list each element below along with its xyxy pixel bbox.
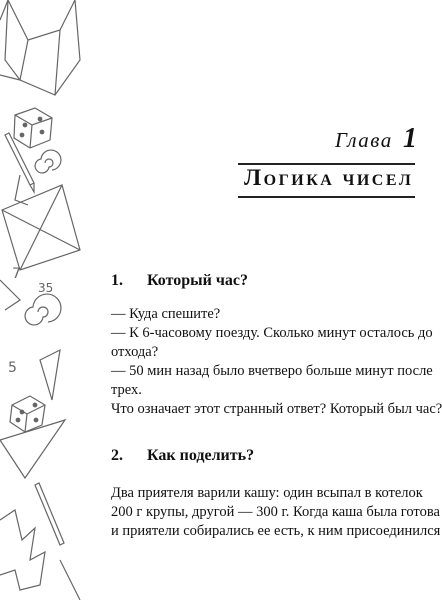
chapter-title: Логика чисел xyxy=(244,165,414,190)
paragraph-line: отхода? xyxy=(111,344,159,360)
section-number: 2. xyxy=(111,447,123,464)
chapter-label: Глава xyxy=(335,128,393,152)
svg-text:35: 35 xyxy=(38,281,54,295)
paragraph-line: — Куда спешите? xyxy=(111,306,221,322)
margin-doodle-illustration xyxy=(0,0,95,600)
zigzag-icon xyxy=(0,510,45,590)
triangle-icon xyxy=(2,175,80,270)
paragraph-line: — К 6-часовому поезду. Сколько минут осталось до xyxy=(111,325,433,341)
svg-text:5: 5 xyxy=(8,360,17,376)
divider xyxy=(238,196,415,198)
paragraph-line: трех. xyxy=(111,382,142,398)
paragraph-line: и приятели собирались ее есть, к ним присоединился xyxy=(111,523,441,539)
spiral-icon xyxy=(35,150,61,173)
chapter-number: 1 xyxy=(403,123,417,154)
section-number: 1. xyxy=(111,272,123,289)
polyhedron-icon xyxy=(0,0,80,95)
number-doodle-icon: 7 xyxy=(12,266,21,282)
paragraph-line: Два приятеля варили кашу: один всыпал в котелок xyxy=(111,485,423,501)
paragraph-line: — 50 мин назад было вчетверо больше минут после xyxy=(111,363,433,379)
dice-icon xyxy=(14,108,52,148)
paragraph-line: Что означает этот странный ответ? Который был час? xyxy=(111,401,442,417)
section-title: Как поделить? xyxy=(147,447,255,464)
paragraph-line: 200 г крупы, другой — 300 г. Когда каша была готова xyxy=(111,504,440,520)
section-title: Который час? xyxy=(147,272,248,289)
